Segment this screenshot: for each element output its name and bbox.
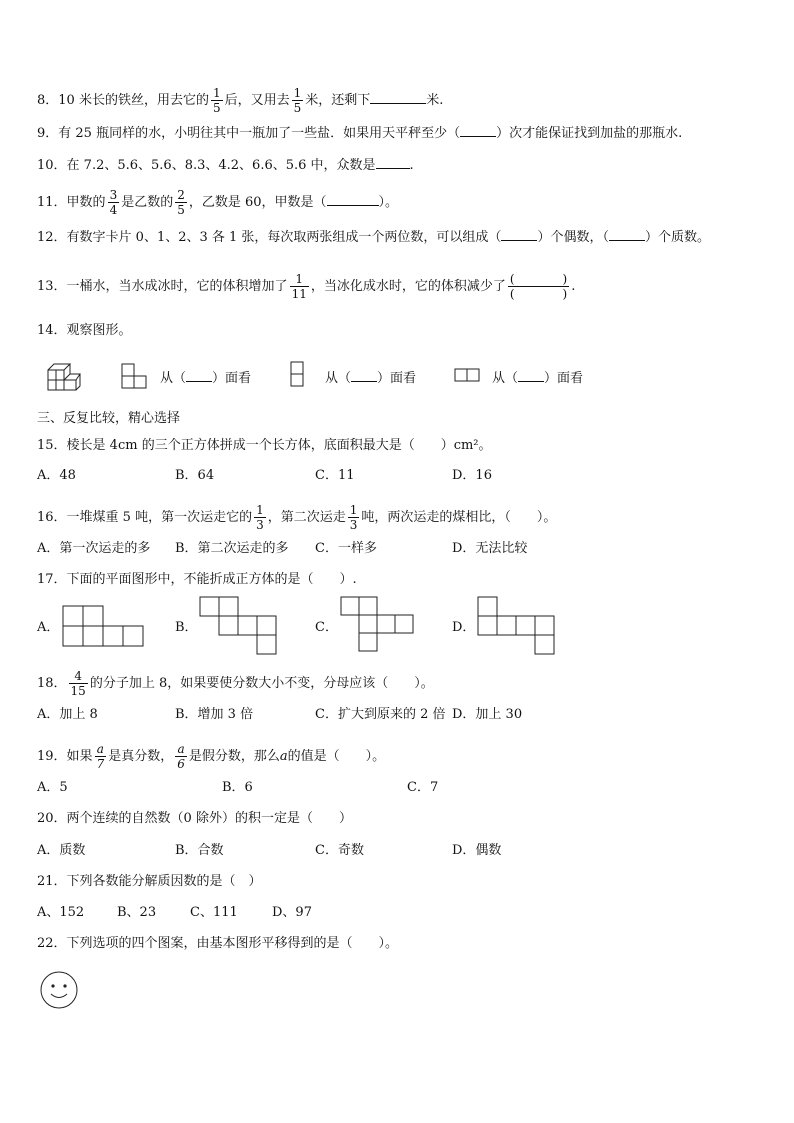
- cube-stack-figure: [46, 362, 80, 394]
- answer-blank[interactable]: [376, 156, 410, 169]
- question-11: 11．甲数的 $\frac{3}{4}$ 是乙数的 $\frac{2}{5}$ ，乙数是 60，甲数是（ ）。: [37, 188, 399, 217]
- view-label-b: 从（ ）面看: [325, 371, 417, 386]
- question-10: 10．在 7.2、5.6、5.6、8.3、4.2、6.6、5.6 中，众数是 .: [37, 158, 414, 173]
- fraction: $\frac{1}{5}$: [212, 86, 221, 115]
- option-d[interactable]: D．: [452, 620, 476, 635]
- fraction: $\frac{a}{7}$: [96, 742, 105, 771]
- fraction: $\frac{3}{4}$: [109, 188, 118, 217]
- option-b[interactable]: B．增加 3 倍: [175, 707, 254, 722]
- question-18: 18． $\frac{4}{15}$ 的分子加上 8，如果要使分数大小不变，分母应该（ ）。: [37, 669, 434, 698]
- option-c[interactable]: C．一样多: [315, 541, 377, 556]
- fraction: $\frac{1}{3}$: [349, 503, 358, 532]
- answer-blank[interactable]: [327, 193, 379, 206]
- fraction: $\frac{4}{15}$: [70, 669, 86, 698]
- view-label-a: 从（ ）面看: [160, 371, 252, 386]
- question-9: 9．有 25 瓶同样的水，小明往其中一瓶加了一些盐．如果用天平秤至少（ ）次才能保证找到加盐的那瓶水.: [37, 126, 683, 141]
- answer-blank[interactable]: [460, 124, 496, 137]
- smiley-face-figure: [40, 971, 80, 1011]
- answer-fraction[interactable]: $\frac{( )}{( )}$: [509, 272, 568, 301]
- option-d[interactable]: D、97: [272, 905, 312, 920]
- option-a[interactable]: A．: [37, 620, 60, 635]
- option-a[interactable]: A、152: [37, 905, 85, 920]
- question-17: 17．下面的平面图形中，不能折成正方体的是（ ）.: [37, 572, 357, 587]
- question-22: 22．下列选项的四个图案，由基本图形平移得到的是（ ）。: [37, 936, 399, 951]
- option-a[interactable]: A．质数: [37, 843, 86, 858]
- option-b[interactable]: B、23: [117, 905, 157, 920]
- option-a[interactable]: A．5: [37, 780, 68, 795]
- answer-blank[interactable]: [501, 228, 537, 241]
- cube-net-d: [478, 597, 556, 657]
- fraction: $\frac{a}{6}$: [177, 742, 185, 771]
- section-heading: 三、反复比较，精心选择: [37, 411, 181, 426]
- fraction: $\frac{1}{11}$: [291, 272, 307, 301]
- fraction: $\frac{1}{3}$: [256, 503, 264, 532]
- cube-net-b: [200, 597, 278, 655]
- option-b[interactable]: B．合数: [175, 843, 224, 858]
- option-d[interactable]: D．偶数: [452, 843, 502, 858]
- question-13: 13．一桶水，当水成冰时，它的体积增加了 $\frac{1}{11}$ ，当冰化成水时，它的体积减少了 $\frac{( )}{( )}$ .: [37, 272, 576, 301]
- option-a[interactable]: A．第一次运走的多: [37, 541, 151, 556]
- option-d[interactable]: D．16: [452, 468, 492, 483]
- option-c[interactable]: C、111: [190, 905, 238, 920]
- option-b[interactable]: B．6: [222, 780, 253, 795]
- view-label-c: 从（ ）面看: [492, 371, 584, 386]
- question-14: 14．观察图形。: [37, 323, 132, 338]
- fraction: $\frac{1}{5}$: [293, 86, 302, 115]
- question-15: 15．棱长是 4cm 的三个正方体拼成一个长方体，底面积最大是（ ）cm²。: [37, 438, 492, 453]
- answer-blank[interactable]: [351, 369, 377, 382]
- option-b[interactable]: B．第二次运走的多: [175, 541, 289, 556]
- question-8: 8．10 米长的铁丝，用去它的 $\frac{1}{5}$ 后，又用去 $\frac{1}{5}$ 米，还剩下 米.: [37, 86, 444, 115]
- answer-blank[interactable]: [370, 91, 426, 104]
- view-figure-c: [455, 369, 483, 385]
- cube-net-c: [341, 597, 415, 655]
- cube-net-a: [63, 606, 145, 648]
- answer-blank[interactable]: [609, 228, 645, 241]
- view-figure-b: [291, 362, 305, 388]
- question-20: 20．两个连续的自然数（0 除外）的积一定是（ ）: [37, 811, 352, 826]
- question-12: 12．有数字卡片 0、1、2、3 各 1 张，每次取两张组成一个两位数，可以组成（ ）个偶数，（ ）个质数。: [37, 230, 710, 245]
- question-21: 21．下列各数能分解质因数的是（ ）: [37, 874, 262, 889]
- option-a[interactable]: A．加上 8: [37, 707, 98, 722]
- option-c[interactable]: C．11: [315, 468, 355, 483]
- question-19: 19．如果 $\frac{a}{7}$ 是真分数， $\frac{a}{6}$ 是假分数，那么a的值是（ ）。: [37, 742, 386, 771]
- question-16: 16．一堆煤重 5 吨，第一次运走它的 $\frac{1}{3}$ ，第二次运走 $\frac{1}{3}$ 吨，两次运走的煤相比，（ ）。: [37, 503, 557, 532]
- option-b[interactable]: B．: [175, 620, 198, 635]
- answer-blank[interactable]: [186, 369, 212, 382]
- option-a[interactable]: A．48: [37, 468, 76, 483]
- option-c[interactable]: C．: [315, 620, 338, 635]
- answer-blank[interactable]: [518, 369, 544, 382]
- option-c[interactable]: C．扩大到原来的 2 倍: [315, 707, 446, 722]
- fraction: $\frac{2}{5}$: [177, 188, 185, 217]
- option-b[interactable]: B．64: [175, 468, 215, 483]
- option-d[interactable]: D．无法比较: [452, 541, 528, 556]
- view-figure-a: [122, 364, 148, 390]
- option-d[interactable]: D．加上 30: [452, 707, 523, 722]
- option-c[interactable]: C．7: [407, 780, 439, 795]
- option-c[interactable]: C．奇数: [315, 843, 364, 858]
